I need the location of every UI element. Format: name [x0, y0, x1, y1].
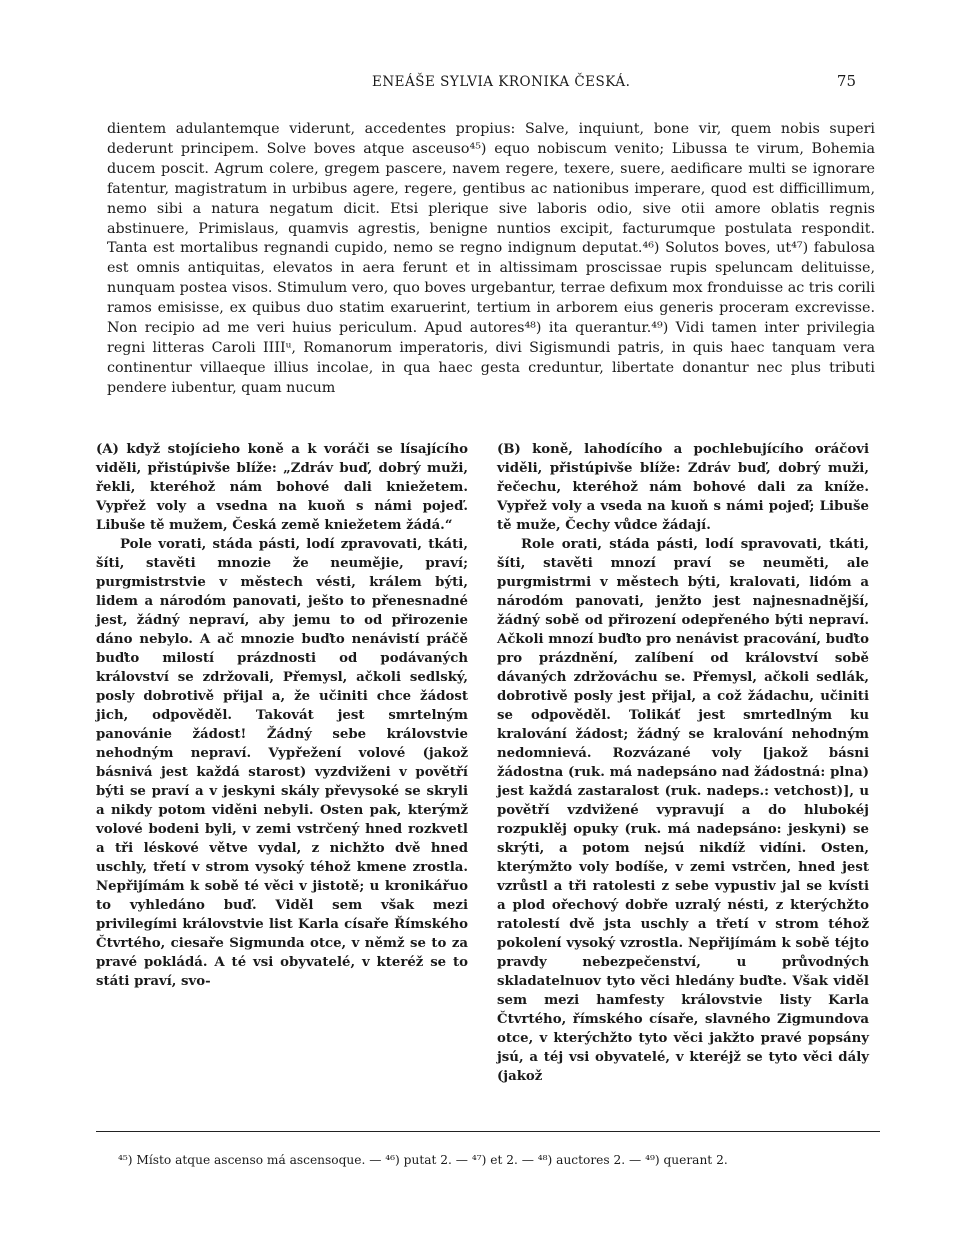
column-a-paragraph-1: (A) když stojícieho koně a k voráči se lísajícího viděli, přistúpivše blíže: „Zdráv buď, dobrý muži, řekli, kteréhož nám bohové dali kniežetem. Vypřež voly a vsedna na kuoň s námi pojeď. Libuše tě mužem, Česká země kniežetem žádá.“ [96, 442, 468, 533]
column-a-paragraph-2: Pole vorati, stáda pásti, lodí zpravovati, tkáti, šíti, stavěti mnozie že neumějie, praví; purgmistrstvie v městech vésti, králem býti, lidem a národóm panovati, ješto to přenesnadné jest, žádný nepraví, aby jemu to od přirozenie dáno nebylo. A ač mnozie buďto nenávistí práčě buďto milostí prázdnosti od podávaných království se zdržovali, Přemysl, ačkoli sedlský, posly dobrotivě přijal a, že učiniti chce žádost jich, odpověděl. Takovát jest smrtelným panovánie žádost! Žádný sebe královstvie nehodným nepraví. Vypřežení volové (jakož básnivá jest každá starost) vyzdviženi v povětří býti se praví a v jeskyni skály převysoké se skryli a nikdy potom viděni nebyli. Osten pak, kterýmž volové bodeni byli, v zemi vstrčený hned rozkvetl a tři léskové větve vydal, z nichžto dvě hned uschly, třetí v strom vysoký téhož kmene zrostla. Nepřijímám k sobě té věci v jistotě; u kronikářuo to vyhledáno buď. Viděl sem však mezi privilegími královstvie list Karla císaře Římského Čtvrtého, ciesaře Sigmunda otce, v němž se to za pravé pokládá. A té vsi obyvatelé, v kteréž se to státi praví, svo- [96, 537, 468, 989]
column-b-paragraph-2: Role orati, stáda pásti, lodí spravovati, tkáti, šíti, stavěti mnozí praví se neuměti, ale purgmistrmi v městech býti, kralovati, lidóm a národóm panovati, jenžto jest najnesnadnější, žádný sobě od přirození odepřeného býti nepraví. Ačkoli mnozí buďto pro nenávist pracování, buďto pro prázdnění, zalíbení od království sobě dávaných zdržováchu se. Přemysl, ačkoli sedlák, dobrotivě posly jest přijal, a což žádachu, učiniti se odpověděl. Tolikáť jest smrtedlným ku kralování žádost; žádný se kralování nehodným nedomnievá. Rozvázané voly [jakož básni žádostna (ruk. má nadepsáno nad žádostná: plna) jest každá zastaralost (ruk. nadeps.: vetchost)], u povětří vzdvižené vypravují a do hlubokéj rozpuklěj opuky (ruk. má nadepsáno: jeskyni) se skrýti, a potom nejsú nikdíž vidíni. Osten, kterýmžto voly bodíše, v zemi vstrčen, hned jest vzrůstl a tři ratolesti z sebe vypustiv jal se kvísti a plod ořechový dobře uzralý nésti, z kterýchžto ratolestí dvě jsta uschly a třetí v strom téhož pokolení vysoký vzrostla. Nepřijímám k sobě téjto pravdy nebezpečenství, u průvodných skladatelnuov tyto věci hledány buďte. Však viděl sem mezi hamfesty královstvie listy Karla Čtvrtého, římského císaře, slavného Zigmundova otce, v kterýchžto tyto věci jakžto pravé popsány jsú, a téj vsi obyvatelé, v kteréjž se tyto věci dály (jakož [497, 537, 869, 1084]
column-a [96, 440, 468, 991]
running-title: ENEÁŠE SYLVIA KRONIKA ČESKÁ. [372, 74, 631, 90]
latin-paragraph: dientem adulantemque viderunt, accedentes propius: Salve, inquiunt, bone vir, quem nobis superi dederunt principem. Solve boves atque asceuso⁴⁵) equo nobiscum venito; Libussa te virum, Bohemia ducem poscit. Agrum colere, gregem pascere, navem regere, texere, suere, aedificare multi se ignorare fatentur, magistratum in urbibus agere, regere, gentibus ac nationibus imperare, quod est difficillimum, nemo sibi a natura negatum dicit. Etsi plerique sive laboris odio, sive otii amore oblatis regnis abstinuere, Primislaus, quamvis agrestis, benigne nuntios excipit, facturumque postulata respondit. Tanta est mortalibus regnandi cupido, nemo se regno indignum deputat.⁴⁶) Solutos boves, ut⁴⁷) fabulosa est omnis antiquitas, elevatos in aera ferunt et in altissimam proscissae rupis speluncam delituisse, nunquam postea visos. Stimulum vero, quo boves urgebantur, terrae defixum mox fronduisse ac tris corili ramos emisisse, ex quibus duo statim exaruerint, tertium in arborem eius generis proceram excrevisse. Non recipio ad me veri huius periculum. Apud autores⁴⁸) ita querantur.⁴⁹) Vidi tamen inter privilegia regni litteras Caroli IIIIᵘ, Romanorum imperatoris, divi Sigismundi patris, in quis haec tanquam vera continentur villaeque illius incolae, in qua haec gesta creduntur, libertate donantur nec plus tributi pendere iubentur, quam nucum [107, 121, 875, 396]
footnote-rule [96, 1131, 880, 1132]
footnotes: ⁴⁵) Místo atque ascenso má ascensoque. — ⁴⁶) putat 2. — ⁴⁷) et 2. — ⁴⁸) auctores 2. — ⁴⁹) querant 2. [118, 1153, 728, 1167]
page-number: 75 [836, 72, 856, 90]
column-b [497, 440, 869, 1086]
column-b-paragraph-1: (B) koně, lahodícího a pochlebujícího oráčovi viděli, přistúpivše blíže: Zdráv buď, dobrý muži, řečechu, kteréhož nám bohové dali za kníže. Vypřež voly a vseda na kuoň s námi pojeď; Libuše tě muže, Čechy vůdce žádají. [497, 442, 869, 533]
